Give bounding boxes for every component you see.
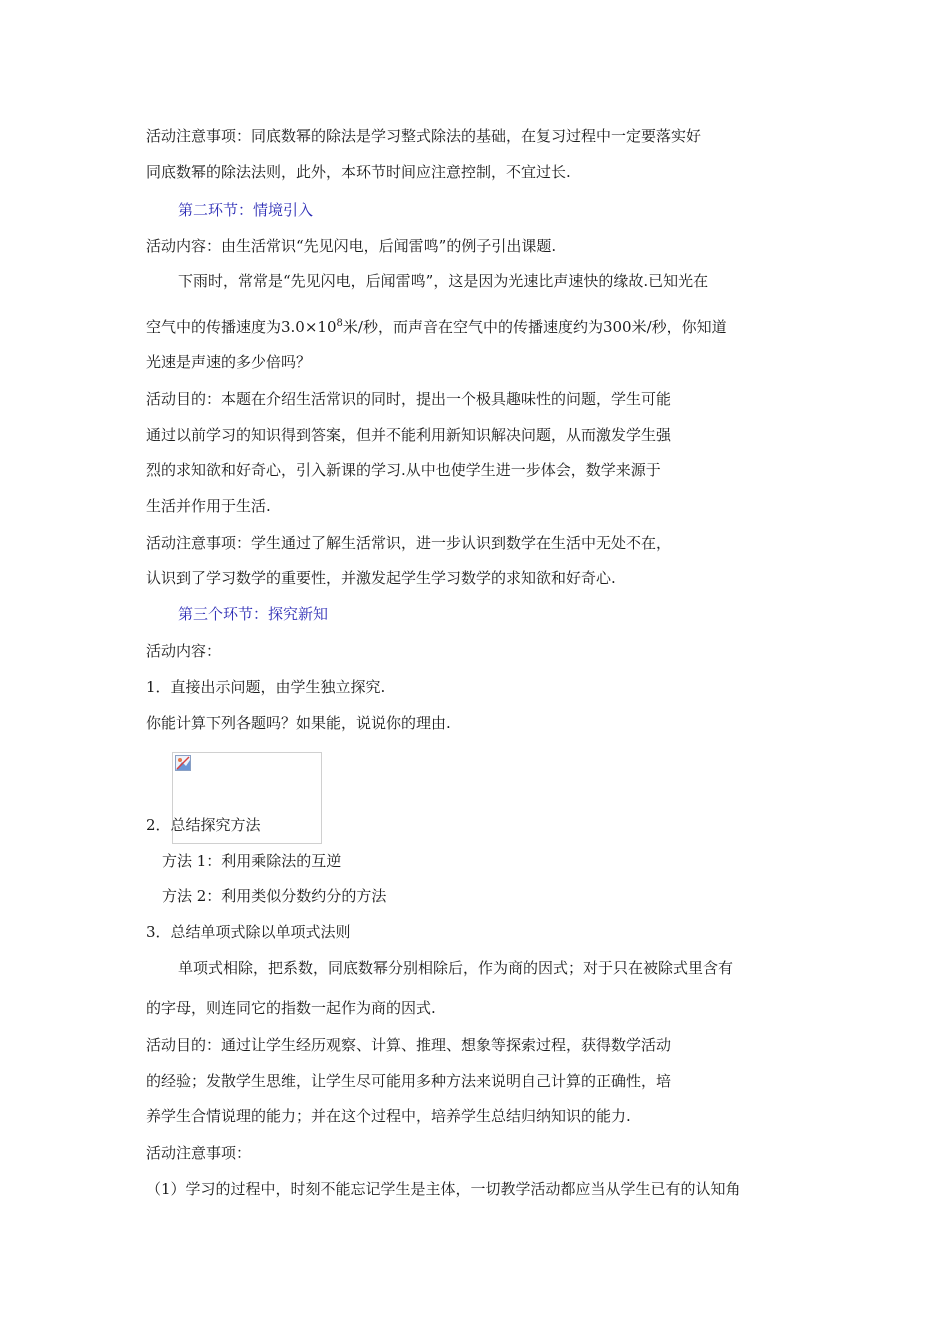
text-line: 的经验；发散学生思维，让学生尽可能用多种方法来说明自己计算的正确性，培 bbox=[146, 1072, 672, 1090]
text-line: 活动目的：通过让学生经历观察、计算、推理、想象等探索过程，获得数学活动 bbox=[146, 1036, 672, 1054]
text-line: 3．总结单项式除以单项式法则 bbox=[146, 923, 351, 941]
text-line: 活动注意事项：同底数幂的除法是学习整式除法的基础，在复习过程中一定要落实好 bbox=[146, 127, 702, 145]
text-line: 单项式相除，把系数，同底数幂分别相除后，作为商的因式；对于只在被除式里含有 bbox=[178, 959, 734, 977]
text-line: 认识到了学习数学的重要性，并激发起学生学习数学的求知欲和好奇心. bbox=[146, 569, 616, 587]
text-line: 光速是声速的多少倍吗？ bbox=[146, 353, 312, 371]
text-line: 养学生合情说理的能力；并在这个过程中，培养学生总结归纳知识的能力. bbox=[146, 1107, 631, 1125]
text-line: 的字母，则连同它的指数一起作为商的因式. bbox=[146, 999, 436, 1017]
text-line: 方法 2：利用类似分数约分的方法 bbox=[162, 887, 387, 905]
text-line: 活动注意事项：学生通过了解生活常识，进一步认识到数学在生活中无处不在， bbox=[146, 534, 672, 552]
text-line: 方法 1：利用乘除法的互逆 bbox=[162, 852, 342, 870]
text-line: 活动目的：本题在介绍生活常识的同时，提出一个极具趣味性的问题，学生可能 bbox=[146, 390, 672, 408]
text-line: 活动内容：由生活常识“先见闪电，后闻雷鸣”的例子引出课题. bbox=[146, 237, 557, 255]
text-line: 烈的求知欲和好奇心，引入新课的学习.从中也使学生进一步体会，数学来源于 bbox=[146, 461, 661, 479]
text-line: 活动注意事项： bbox=[146, 1144, 252, 1162]
text-line: （1）学习的过程中，时刻不能忘记学生是主体，一切教学活动都应当从学生已有的认知角 bbox=[146, 1180, 741, 1198]
text-line: 你能计算下列各题吗？如果能，说说你的理由. bbox=[146, 714, 451, 732]
section-heading: 第三个环节：探究新知 bbox=[178, 605, 329, 623]
text-line: 1．直接出示问题，由学生独立探究. bbox=[146, 678, 386, 696]
speed-line bbox=[146, 314, 727, 337]
speed-line-before: 空气中的传播速度为3.0×10 bbox=[146, 318, 337, 336]
speed-line-after: 米/秒，而声音在空气中的传播速度约为300米/秒，你知道 bbox=[342, 318, 727, 336]
text-line: 同底数幂的除法法则，此外，本环节时间应注意控制，不宜过长. bbox=[146, 163, 571, 181]
speed-line-exponent: 8 bbox=[336, 318, 343, 329]
text-line: 2．总结探究方法 bbox=[146, 816, 261, 834]
broken-image-icon bbox=[175, 755, 191, 771]
text-line: 活动内容： bbox=[146, 642, 222, 660]
text-line: 通过以前学习的知识得到答案，但并不能利用新知识解决问题，从而激发学生强 bbox=[146, 426, 672, 444]
section-heading: 第二环节：情境引入 bbox=[178, 201, 314, 219]
text-line: 下雨时，常常是“先见闪电，后闻雷鸣”，这是因为光速比声速快的缘故.已知光在 bbox=[178, 272, 709, 290]
text-line: 生活并作用于生活. bbox=[146, 497, 271, 515]
